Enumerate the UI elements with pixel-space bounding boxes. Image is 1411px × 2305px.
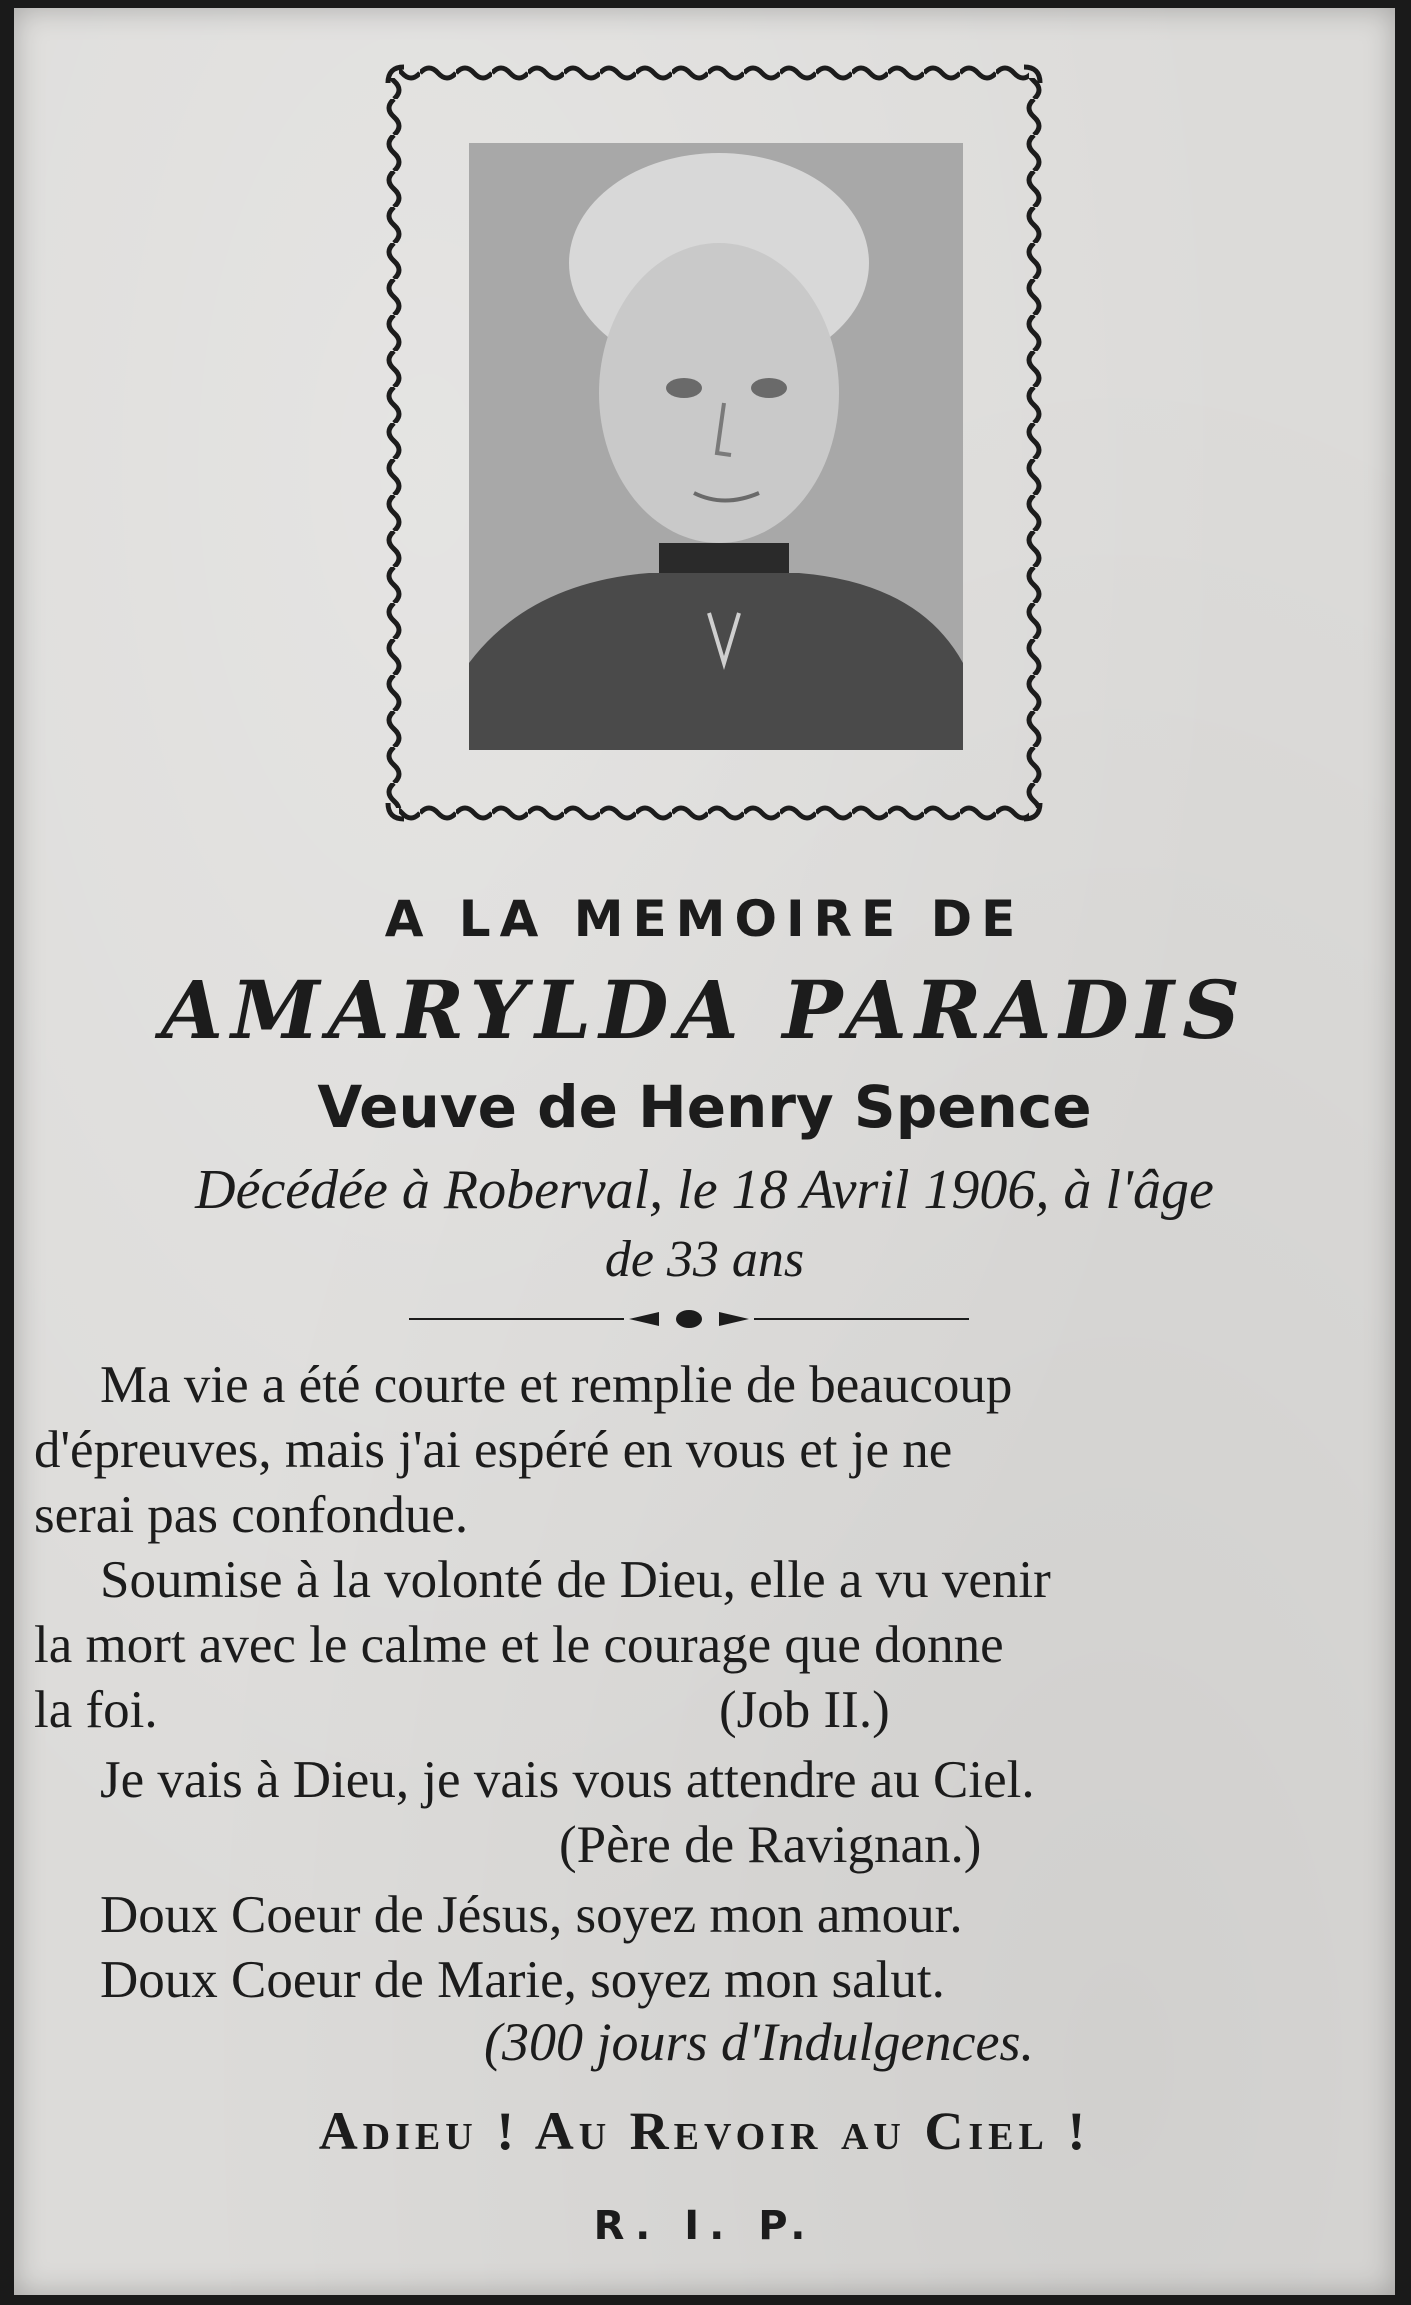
verse2-line3: la foi. <box>34 1681 158 1739</box>
verse2-reference: (Job II.) <box>719 1681 890 1739</box>
portrait-photo <box>469 143 963 750</box>
widow-of-line: Veuve de Henry Spence <box>317 1073 1092 1141</box>
verse1-line3: serai pas confondue. <box>34 1486 469 1544</box>
verse3: Je vais à Dieu, je vais vous attendre au Ciel. <box>100 1751 1035 1809</box>
memorial-card <box>14 8 1395 2295</box>
prayer-marie: Doux Coeur de Marie, soyez mon salut. <box>100 1951 945 2009</box>
prayer-jesus: Doux Coeur de Jésus, soyez mon amour. <box>100 1886 963 1944</box>
death-details-line2: de 33 ans <box>604 1231 805 1288</box>
verse2-line2: la mort avec le calme et le courage que donne <box>34 1616 1004 1674</box>
indulgence-note: (300 jours d'Indulgences. <box>484 2012 1034 2072</box>
death-details-line1: Décédée à Roberval, le 18 Avril 1906, à l'âge <box>195 1159 1214 1221</box>
verse2-line1: Soumise à la volonté de Dieu, elle a vu venir <box>100 1551 1051 1609</box>
deceased-name: AMARYLDA PARADIS <box>161 963 1248 1057</box>
memorial-heading: A LA MEMOIRE DE <box>384 890 1025 948</box>
ornamental-divider <box>409 1308 969 1330</box>
farewell-line: Adieu ! Au Revoir au Ciel ! <box>318 2101 1091 2161</box>
verse1-line1: Ma vie a été courte et remplie de beaucoup <box>100 1356 1013 1414</box>
verse3-reference: (Père de Ravignan.) <box>559 1816 982 1874</box>
verse1-line2: d'épreuves, mais j'ai espéré en vous et je ne <box>34 1421 953 1479</box>
rip-line: R. I. P. <box>593 2203 816 2249</box>
